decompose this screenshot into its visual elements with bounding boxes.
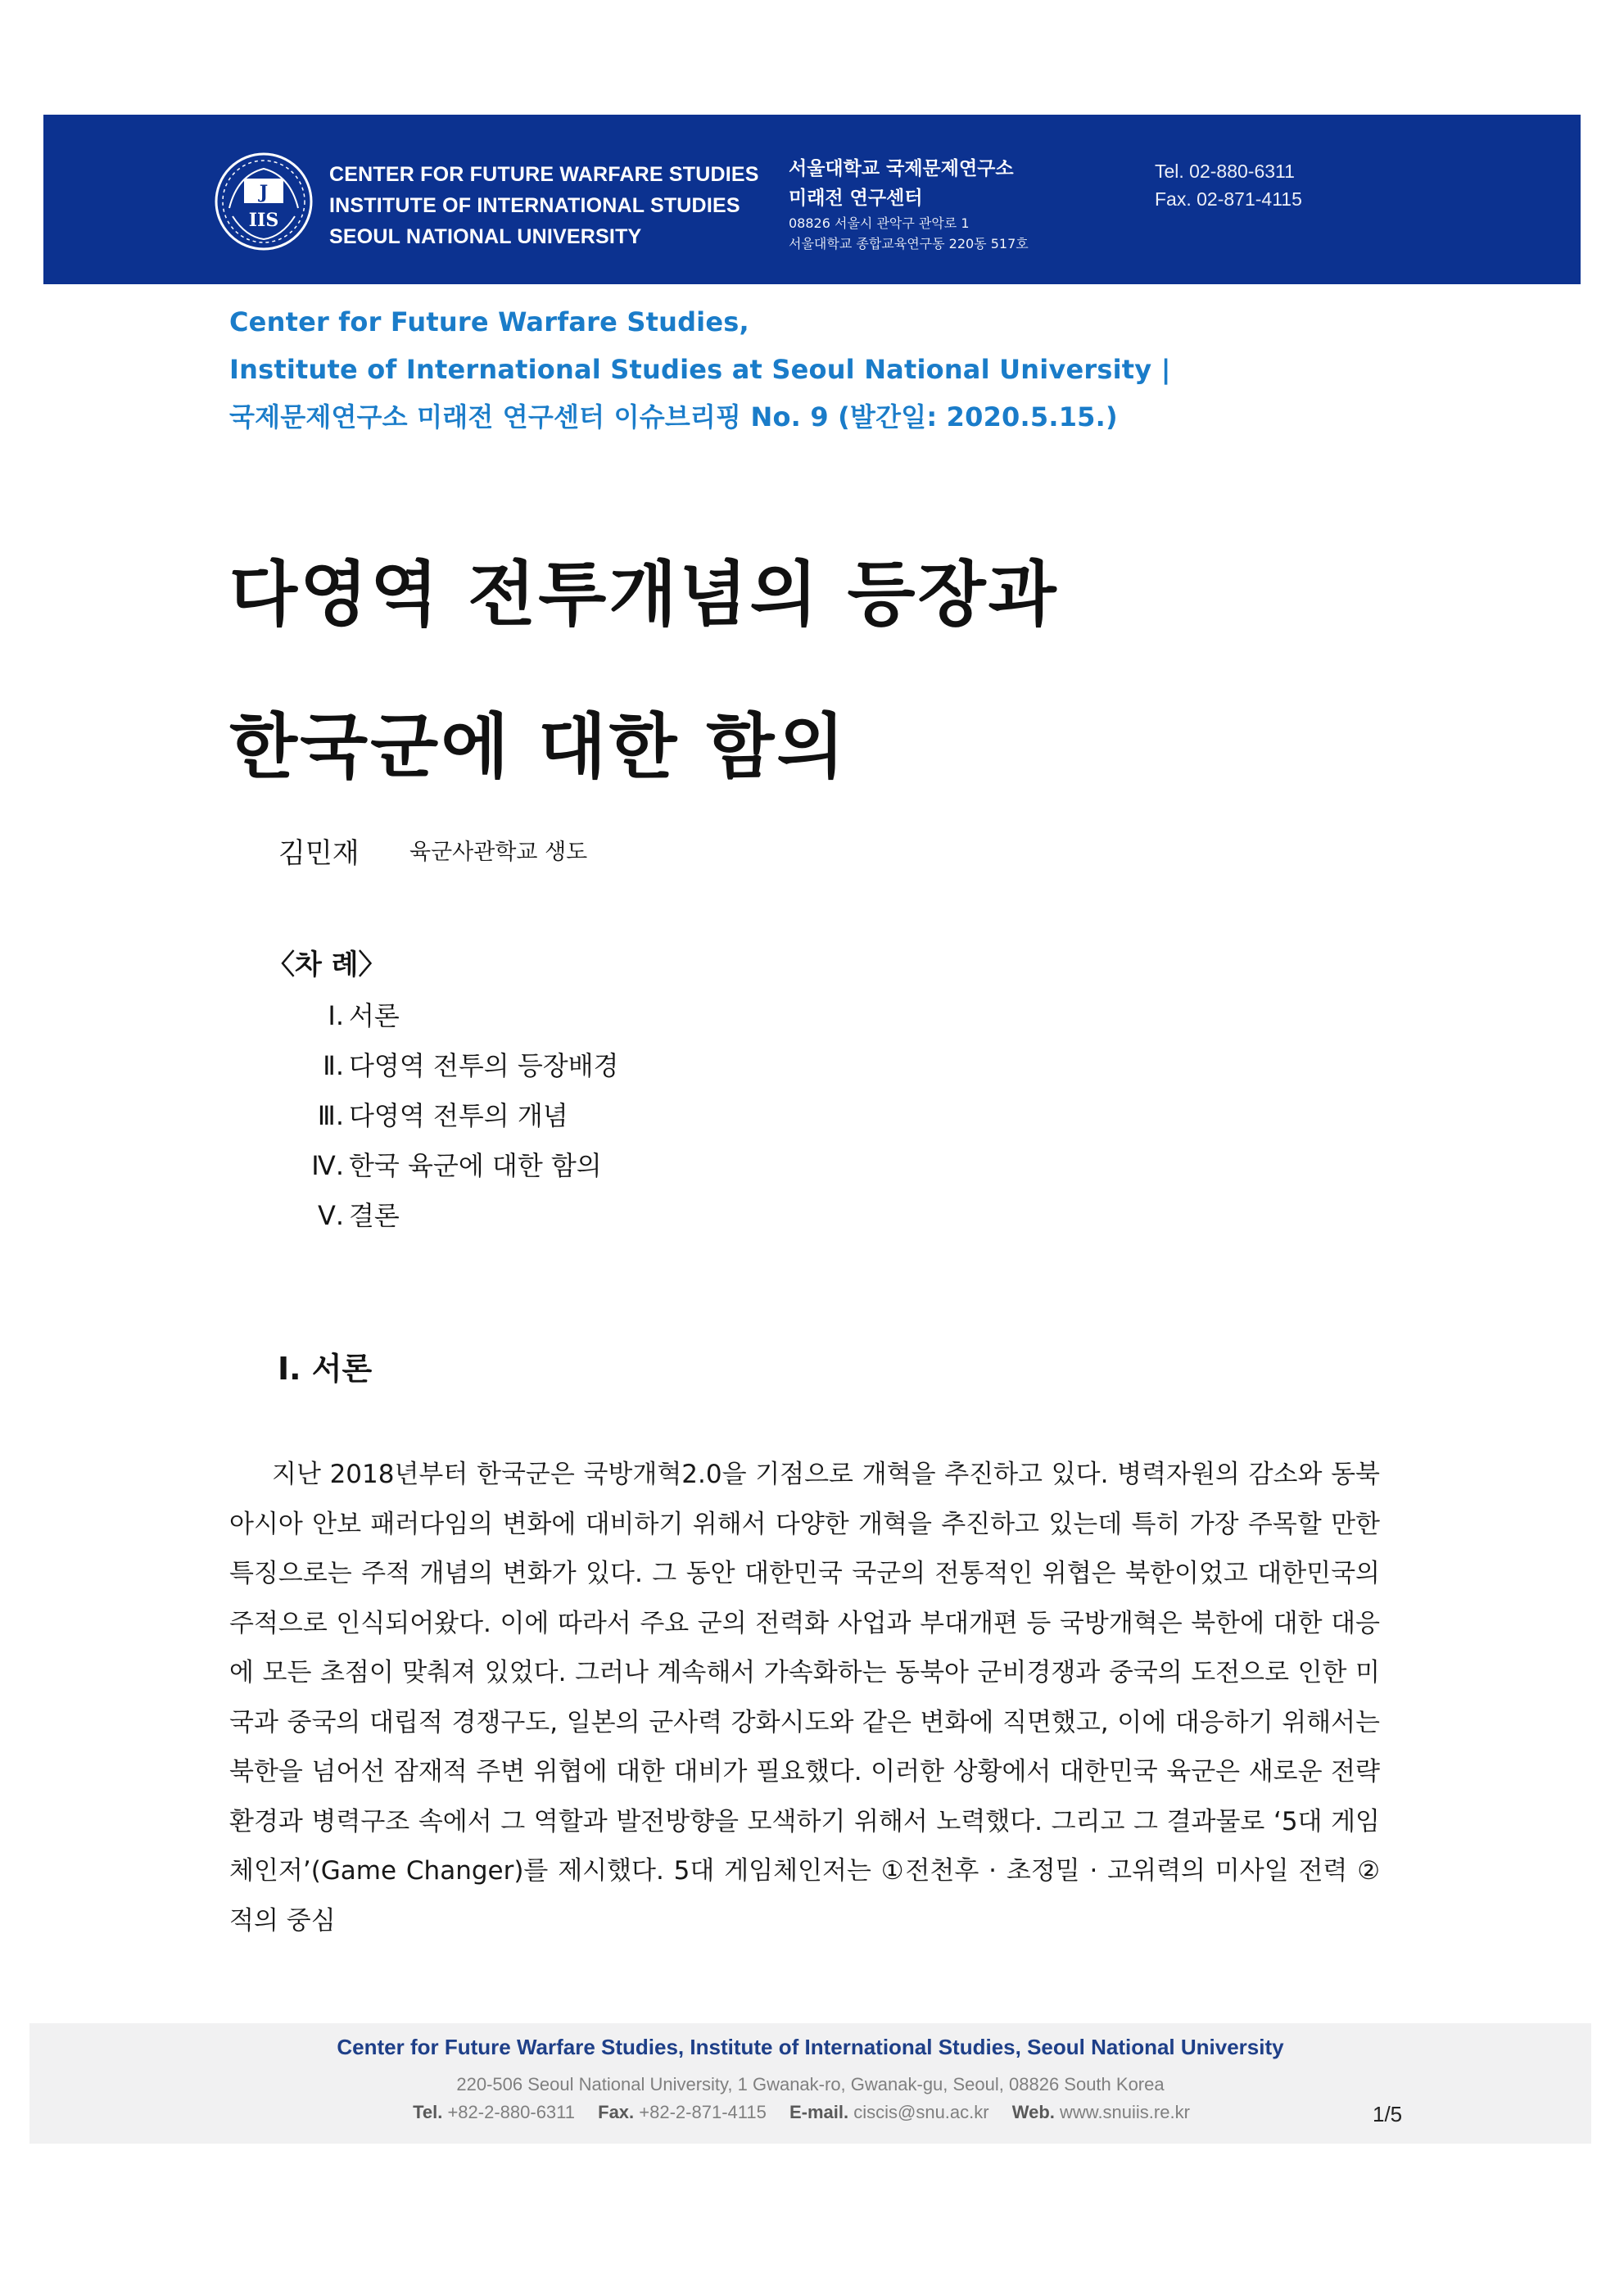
toc-item	[290, 1191, 618, 1241]
toc-number: Ⅴ.	[317, 1200, 344, 1231]
footer-tel: +82-2-880-6311	[447, 2102, 575, 2122]
document-title	[229, 519, 1059, 823]
toc-item	[290, 1091, 618, 1141]
toc-number: Ⅲ.	[317, 1100, 344, 1131]
toc-label: 다영역 전투의 등장배경	[349, 1050, 619, 1081]
toc-number: Ⅱ.	[323, 1050, 344, 1081]
footer-address: 220-506 Seoul National University, 1 Gwanak-ro, Gwanak-gu, Seoul, 08826 South Korea	[456, 2074, 1165, 2094]
header-contact-block	[1155, 157, 1302, 213]
footer-email: ciscis@snu.ac.kr	[853, 2102, 989, 2122]
title-line: 한국군에 대한 함의	[229, 706, 848, 788]
toc-label: 결론	[349, 1200, 400, 1231]
section-heading: Ⅰ. 서론	[278, 1351, 373, 1387]
header-band	[43, 115, 1581, 284]
toc-number: Ⅰ.	[328, 1000, 344, 1031]
footer-tel-label: Tel.	[413, 2102, 443, 2122]
toc-label: 다영역 전투의 개념	[349, 1100, 568, 1131]
header-en-line: CENTER FOR FUTURE WARFARE STUDIES	[329, 163, 759, 186]
publication-line: Institute of International Studies at Seoul National University |	[229, 354, 1171, 385]
toc-label: 서론	[349, 1000, 400, 1031]
toc-item	[290, 1041, 618, 1091]
page-number: 1/5	[1373, 2102, 1403, 2126]
header-ko-line: 서울대학교 국제문제연구소	[789, 158, 1014, 179]
toc-item	[290, 991, 618, 1041]
emblem-text: IIS	[248, 210, 279, 231]
footer-institution: Center for Future Warfare Studies, Institute of International Studies, Seoul National University	[337, 2035, 1284, 2059]
footer-email-label: E-mail.	[789, 2102, 849, 2122]
footer-fax-label: Fax.	[598, 2102, 635, 2122]
author-name: 김민재	[278, 837, 360, 870]
header-english-block	[329, 159, 759, 252]
author-affiliation: 육군사관학교 생도	[409, 840, 588, 865]
footer-fax: +82-2-871-4115	[639, 2102, 767, 2122]
header-ko-line: 미래전 연구센터	[789, 188, 923, 209]
header-tel: Tel. 02-880-6311	[1155, 161, 1295, 182]
publication-line: 국제문제연구소 미래전 연구센터 이슈브리핑 No. 9 (발간일: 2020.5.15.)	[229, 401, 1118, 432]
footer	[29, 2023, 1591, 2144]
publication-info	[229, 298, 1171, 441]
footer-contacts	[29, 2102, 1591, 2123]
body-paragraph: 지난 2018년부터 한국군은 국방개혁2.0을 기점으로 개혁을 추진하고 있다. 병력자원의 감소와 동북아시아 안보 패러다임의 변화에 대비하기 위해서 다양한 개혁을 추진하고 있는데 특히 가장 주목할 만한 특징으로는 주적 개념의 변화가 있다. 그 동안 대한민국 국군의 전통적인 위협은 북한이었고 대한민국의 주적으로 인식되어왔다. 이에 따라서 주요 군의 전력화 사업과 부대개편 등 국방개혁은 북한에 대한 대응에 모든 초점이 맞춰져 있었다. 그러나 계속해서 가속화하는 동북아 군비경쟁과 중국의 도전으로 인한 미국과 중국의 대립적 경쟁구도, 일본의 군사력 강화시도와 같은 변화에 직면했고, 이에 대응하기 위해서는 북한을 넘어선 잠재적 주변 위협에 대한 대비가 필요했다. 이러한 상황에서 대한민국 육군은 새로운 전략환경과 병력구조 속에서 그 역할과 발전방향을 모색하기 위해서 노력했다. 그리고 그 결과물로 ‘5대 게임체인저’(Game Changer)를 제시했다. 5대 게임체인저는 ①전천후 · 초정밀 · 고위력의 미사일 전력 ②적의 중심	[229, 1460, 1380, 1936]
toc-label: 한국 육군에 대한 함의	[349, 1150, 602, 1181]
header-korean-block	[789, 154, 1029, 254]
footer-web: www.snuiis.re.kr	[1060, 2102, 1190, 2122]
header-en-line: SEOUL NATIONAL UNIVERSITY	[329, 225, 642, 248]
toc-title: 〈차 례〉	[267, 949, 387, 981]
toc-item	[290, 1141, 618, 1191]
svg-text:J: J	[259, 182, 269, 203]
header-address-line: 서울대학교 종합교육연구동 220동 517호	[789, 236, 1029, 251]
header-fax: Fax. 02-871-4115	[1155, 188, 1302, 210]
table-of-contents	[290, 991, 618, 1241]
toc-number: Ⅳ.	[311, 1150, 344, 1181]
header-en-line: INSTITUTE OF INTERNATIONAL STUDIES	[329, 194, 740, 217]
snu-emblem-icon	[213, 151, 314, 252]
publication-line: Center for Future Warfare Studies,	[229, 306, 749, 337]
header-address-line: 08826 서울시 관악구 관악로 1	[789, 215, 970, 231]
title-line: 다영역 전투개념의 등장과	[229, 554, 1059, 636]
footer-web-label: Web.	[1011, 2102, 1055, 2122]
